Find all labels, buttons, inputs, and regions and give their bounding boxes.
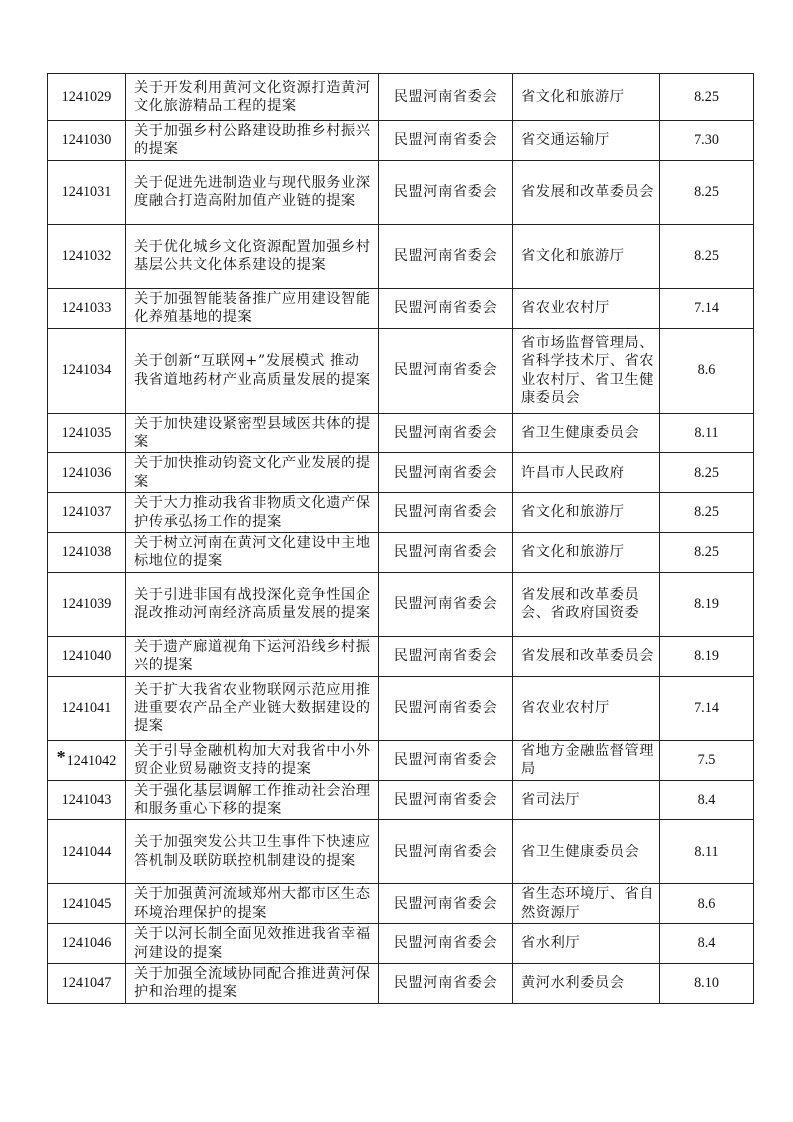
proposal-id-cell (48, 328, 126, 413)
proposal-id-cell (48, 533, 126, 573)
completion-date: 8.6 (660, 884, 754, 924)
handling-department: 省文化和旅游厅 (513, 493, 660, 533)
proposal-id: 1241047 (61, 975, 112, 992)
handling-department: 省文化和旅游厅 (513, 224, 660, 288)
completion-date: 8.25 (660, 74, 754, 121)
completion-date: 7.5 (660, 740, 754, 780)
handling-department: 省发展和改革委员会 (513, 636, 660, 676)
proposal-id-cell (48, 740, 126, 780)
handling-department: 省发展和改革委员会、省政府国资委 (513, 572, 660, 636)
proposal-title: 关于树立河南在黄河文化建设中主地标地位的提案 (126, 533, 379, 573)
completion-date: 8.11 (660, 413, 754, 453)
proposal-id-cell (48, 493, 126, 533)
proposal-id: 1241035 (61, 424, 112, 441)
proposal-id-cell (48, 820, 126, 884)
completion-date: 8.11 (660, 820, 754, 884)
proposal-title: 关于促进先进制造业与现代服务业深度融合打造高附加值产业链的提案 (126, 160, 379, 224)
completion-date: 8.25 (660, 160, 754, 224)
handling-department: 省生态环境厅、省自然资源厅 (513, 884, 660, 924)
completion-date: 7.14 (660, 676, 754, 740)
handling-department: 省农业农村厅 (513, 288, 660, 328)
table-row (48, 636, 754, 676)
table-row (48, 740, 754, 780)
proposal-id: 1241044 (61, 843, 112, 860)
proposal-id: 1241038 (61, 544, 112, 561)
submitting-unit: 民盟河南省委会 (379, 780, 513, 820)
submitting-unit: 民盟河南省委会 (379, 533, 513, 573)
proposal-id: 1241036 (61, 464, 112, 481)
proposal-title: 关于加强黄河流域郑州大都市区生态环境治理保护的提案 (126, 884, 379, 924)
handling-department: 省司法厅 (513, 780, 660, 820)
proposal-id: 1241045 (61, 895, 112, 912)
completion-date: 8.19 (660, 572, 754, 636)
table-row (48, 676, 754, 740)
handling-department: 省卫生健康委员会 (513, 413, 660, 453)
table-row (48, 453, 754, 493)
proposal-id: 1241031 (61, 184, 112, 201)
submitting-unit: 民盟河南省委会 (379, 74, 513, 121)
proposal-id-cell (48, 676, 126, 740)
proposal-id: 1241040 (61, 648, 112, 665)
completion-date: 8.4 (660, 780, 754, 820)
proposal-title: 关于创新“互联网+”发展模式 推动我省道地药材产业高质量发展的提案 (126, 328, 379, 413)
table-row (48, 160, 754, 224)
proposal-id: 1241037 (61, 504, 112, 521)
proposal-id-cell (48, 413, 126, 453)
submitting-unit: 民盟河南省委会 (379, 676, 513, 740)
completion-date: 8.25 (660, 224, 754, 288)
table-row (48, 572, 754, 636)
proposal-title: 关于加强全流域协同配合推进黄河保护和治理的提案 (126, 963, 379, 1003)
completion-date: 8.25 (660, 493, 754, 533)
completion-date: 8.10 (660, 963, 754, 1003)
proposal-id: 1241041 (61, 699, 112, 716)
completion-date: 8.4 (660, 924, 754, 964)
handling-department: 许昌市人民政府 (513, 453, 660, 493)
proposal-title: 关于开发利用黄河文化资源打造黄河文化旅游精品工程的提案 (126, 74, 379, 121)
proposal-id-cell (48, 884, 126, 924)
proposal-id-cell (48, 74, 126, 121)
proposal-id-cell (48, 453, 126, 493)
submitting-unit: 民盟河南省委会 (379, 963, 513, 1003)
handling-department: 省卫生健康委员会 (513, 820, 660, 884)
handling-department: 省文化和旅游厅 (513, 74, 660, 121)
proposal-id-cell (48, 963, 126, 1003)
table-row (48, 820, 754, 884)
proposal-id: 1241033 (61, 300, 112, 317)
proposal-title: 关于遗产廊道视角下运河沿线乡村振兴的提案 (126, 636, 379, 676)
completion-date: 7.30 (660, 121, 754, 161)
table-row (48, 924, 754, 964)
table-row (48, 74, 754, 121)
table-row (48, 413, 754, 453)
proposal-title: 关于加快建设紧密型县域医共体的提案 (126, 413, 379, 453)
proposal-title: 关于加强突发公共卫生事件下快速应答机制及联防联控机制建设的提案 (126, 820, 379, 884)
table-row (48, 780, 754, 820)
proposal-id-cell (48, 224, 126, 288)
completion-date: 8.25 (660, 453, 754, 493)
table-body (48, 74, 754, 1004)
table-row (48, 288, 754, 328)
submitting-unit: 民盟河南省委会 (379, 453, 513, 493)
submitting-unit: 民盟河南省委会 (379, 121, 513, 161)
proposal-title: 关于大力推动我省非物质文化遗产保护传承弘扬工作的提案 (126, 493, 379, 533)
completion-date: 8.19 (660, 636, 754, 676)
handling-department: 省交通运输厅 (513, 121, 660, 161)
submitting-unit: 民盟河南省委会 (379, 328, 513, 413)
proposal-id-cell (48, 288, 126, 328)
proposal-title: 关于加快推动钧瓷文化产业发展的提案 (126, 453, 379, 493)
proposal-id-cell (48, 160, 126, 224)
handling-department: 省发展和改革委员会 (513, 160, 660, 224)
table-row (48, 884, 754, 924)
submitting-unit: 民盟河南省委会 (379, 740, 513, 780)
handling-department: 省市场监督管理局、省科学技术厅、省农业农村厅、省卫生健康委员会 (513, 328, 660, 413)
proposal-id: 1241029 (61, 88, 112, 105)
proposal-id: 1241030 (61, 132, 112, 149)
proposal-id: 1241042 (66, 752, 117, 769)
proposal-table (47, 73, 754, 1004)
proposal-id-cell (48, 636, 126, 676)
submitting-unit: 民盟河南省委会 (379, 820, 513, 884)
proposal-title: 关于扩大我省农业物联网示范应用推进重要农产品全产业链大数据建设的提案 (126, 676, 379, 740)
table-row (48, 121, 754, 161)
table-row (48, 963, 754, 1003)
table-row (48, 328, 754, 413)
proposal-title: 关于以河长制全面见效推进我省幸福河建设的提案 (126, 924, 379, 964)
asterisk-mark: * (56, 746, 66, 767)
submitting-unit: 民盟河南省委会 (379, 224, 513, 288)
table-row (48, 533, 754, 573)
completion-date: 8.25 (660, 533, 754, 573)
table-row (48, 224, 754, 288)
proposal-title: 关于引进非国有战投深化竞争性国企混改推动河南经济高质量发展的提案 (126, 572, 379, 636)
submitting-unit: 民盟河南省委会 (379, 924, 513, 964)
proposal-id: 1241034 (61, 362, 112, 379)
handling-department: 省水利厅 (513, 924, 660, 964)
proposal-id-cell (48, 572, 126, 636)
handling-department: 省地方金融监督管理局 (513, 740, 660, 780)
proposal-id: 1241046 (61, 935, 112, 952)
proposal-id: 1241032 (61, 248, 112, 265)
proposal-title: 关于优化城乡文化资源配置加强乡村基层公共文化体系建设的提案 (126, 224, 379, 288)
submitting-unit: 民盟河南省委会 (379, 160, 513, 224)
completion-date: 8.6 (660, 328, 754, 413)
table-row (48, 493, 754, 533)
handling-department: 黄河水利委员会 (513, 963, 660, 1003)
proposal-id-cell (48, 924, 126, 964)
completion-date: 7.14 (660, 288, 754, 328)
handling-department: 省文化和旅游厅 (513, 533, 660, 573)
submitting-unit: 民盟河南省委会 (379, 493, 513, 533)
submitting-unit: 民盟河南省委会 (379, 884, 513, 924)
submitting-unit: 民盟河南省委会 (379, 413, 513, 453)
submitting-unit: 民盟河南省委会 (379, 572, 513, 636)
proposal-title: 关于加强智能装备推广应用建设智能化养殖基地的提案 (126, 288, 379, 328)
submitting-unit: 民盟河南省委会 (379, 636, 513, 676)
submitting-unit: 民盟河南省委会 (379, 288, 513, 328)
proposal-id-cell (48, 780, 126, 820)
handling-department: 省农业农村厅 (513, 676, 660, 740)
proposal-title: 关于引导金融机构加大对我省中小外贸企业贸易融资支持的提案 (126, 740, 379, 780)
proposal-id-cell (48, 121, 126, 161)
proposal-title: 关于加强乡村公路建设助推乡村振兴的提案 (126, 121, 379, 161)
proposal-title: 关于强化基层调解工作推动社会治理和服务重心下移的提案 (126, 780, 379, 820)
proposal-id: 1241043 (61, 791, 112, 808)
proposal-id: 1241039 (61, 596, 112, 613)
